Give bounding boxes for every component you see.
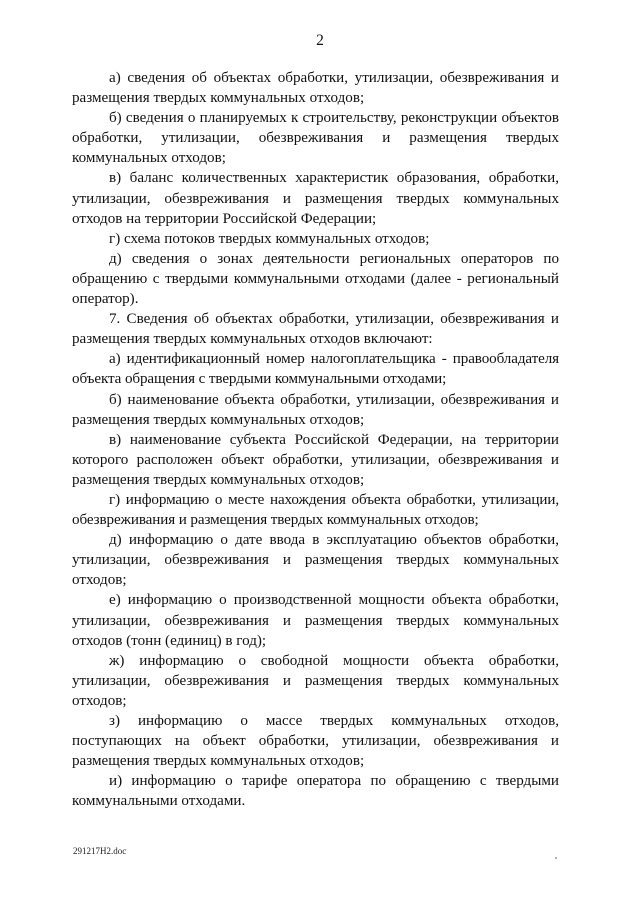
paragraph-7-item-zh: ж) информацию о свободной мощности объекта обработки, утилизации, обезвреживания и размещения твердых коммунальных отходов; [72, 652, 559, 709]
paragraph-7-item-g: г) информацию о месте нахождения объекта обработки, утилизации, обезвреживания и размещения твердых коммунальных отходов; [72, 491, 559, 529]
paragraph-7-item-b: б) наименование объекта обработки, утилизации, обезвреживания и размещения твердых коммунальных отходов; [72, 391, 559, 428]
paragraph-item-a: а) сведения об объектах обработки, утилизации, обезвреживания и размещения твердых коммунальных отходов; [72, 70, 559, 107]
paragraph-7-item-z: з) информацию о массе твердых коммунальных отходов, поступающих на объект обработки, утилизации, обезвреживания и размещения твердых коммунальных отходов; [72, 713, 559, 770]
paragraph-item-v: в) баланс количественных характеристик образования, обработки, утилизации, обезвреживания и размещения твердых коммунальных отходов на территории Российской Федерации; [72, 170, 559, 227]
paragraph-7-item-a: а) идентификационный номер налогоплательщика - правообладателя объекта обращения с твердыми коммунальными отходами; [72, 351, 559, 388]
paragraph-item-d: д) сведения о зонах деятельности региональных операторов по обращению с твердыми коммунальными отходами (далее - региональный оператор). [72, 250, 559, 308]
paragraph-item-g: г) схема потоков твердых коммунальных отходов; [109, 230, 430, 247]
paragraph-clause-7: 7. Сведения об объектах обработки, утилизации, обезвреживания и размещения твердых коммунальных отходов включают: [72, 311, 559, 348]
paragraph-7-item-e: е) информацию о производственной мощности объекта обработки, утилизации, обезвреживания и размещения твердых коммунальных отходов (тонн (единиц) в год); [72, 592, 559, 649]
paragraph-7-item-v: в) наименование субъекта Российской Федерации, на территории которого расположен объект обработки, утилизации, обезвреживания и размещения твердых коммунальных отходов; [72, 431, 559, 488]
document-body [72, 68, 559, 811]
footer-filename: 291217H2.doc [73, 846, 127, 856]
page-number: 2 [316, 32, 324, 49]
paragraph-7-item-i: и) информацию о тарифе оператора по обращению с твердыми коммунальными отходами. [72, 773, 559, 810]
paragraph-item-b: б) сведения о планируемых к строительству, реконструкции объектов обработки, утилизации, обезвреживания и размещения твердых коммунальных отходов; [72, 110, 559, 167]
paragraph-7-item-d: д) информацию о дате ввода в эксплуатацию объектов обработки, утилизации, обезвреживания и размещения твердых коммунальных отходов; [72, 532, 559, 589]
scan-mark [555, 857, 557, 859]
